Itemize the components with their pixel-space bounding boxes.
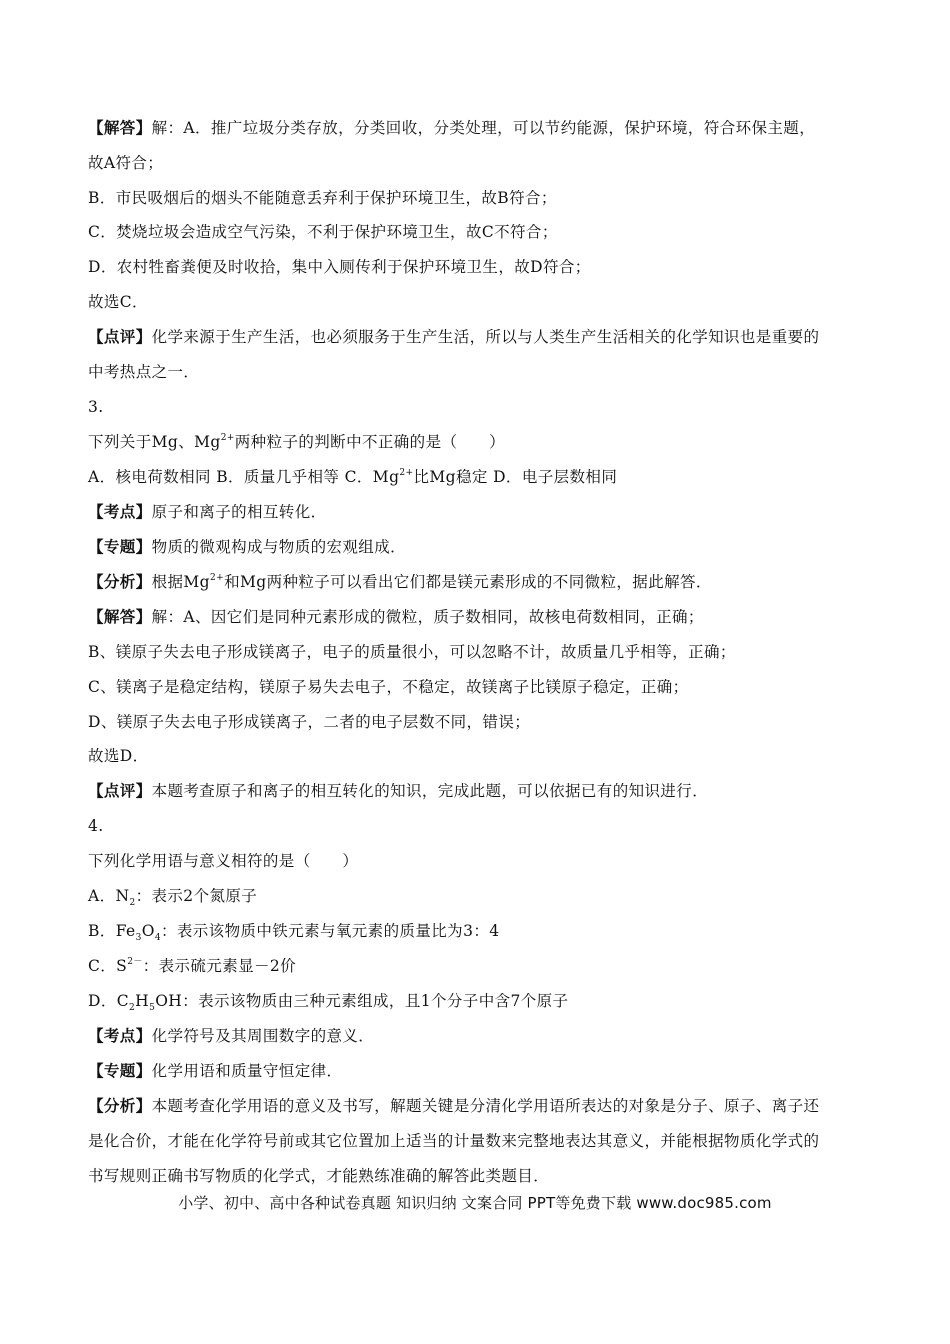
kaodian-text: 原子和离子的相互转化．	[151, 503, 327, 521]
kaodian-paragraph	[88, 1026, 868, 1046]
option-text: ：表示硫元素显－2价	[142, 957, 297, 975]
jieda-item-d: D、镁原子失去电子形成镁离子，二者的电子层数不同，错误；	[88, 713, 531, 731]
stem-text: 下列关于Mg、Mg	[88, 433, 221, 451]
answer-choice: 故选D．	[88, 747, 149, 765]
zhuanti-text: 化学用语和质量守恒定律．	[151, 1062, 343, 1080]
kaodian-tag: 【考点】	[88, 1026, 152, 1045]
jieda-item-c: C、镁离子是稳定结构，镁原子易失去电子，不稳定，故镁离子比镁原子稳定，正确；	[88, 678, 689, 696]
zhuanti-paragraph	[88, 537, 868, 557]
zhuanti-paragraph	[88, 1061, 868, 1081]
question-stem	[88, 432, 868, 452]
jieda-text: 解：A、因它们是同种元素形成的微粒，质子数相同，故核电荷数相同，正确；	[151, 608, 704, 626]
review-paragraph	[88, 781, 868, 801]
options-text: A．核电荷数相同 B．质量几乎相等 C．Mg	[88, 468, 400, 486]
option-text: B．Fe	[88, 922, 136, 940]
review-tag: 【点评】	[88, 781, 152, 800]
question-options	[88, 467, 868, 487]
kaodian-text: 化学符号及其周围数字的意义．	[151, 1027, 375, 1045]
option-text: H	[135, 992, 150, 1010]
option-text: C．S	[88, 957, 128, 975]
ion-charge: 2－	[127, 956, 143, 967]
question-stem: 下列化学用语与意义相符的是（ ）	[88, 852, 359, 870]
review-tag: 【点评】	[88, 327, 152, 346]
kaodian-tag: 【考点】	[88, 502, 152, 521]
review-text: 本题考查原子和离子的相互转化的知识，完成此题，可以依据已有的知识进行．	[151, 782, 709, 800]
fenxi-tag: 【分析】	[88, 572, 152, 591]
zhuanti-tag: 【专题】	[88, 537, 152, 556]
review-text-continued: 中考热点之一．	[88, 363, 200, 381]
answer-option-d: D．农村牲畜粪便及时收拾，集中入厕传利于保护环境卫生，故D符合；	[88, 258, 591, 276]
kaodian-paragraph	[88, 502, 868, 522]
question-number: 3.	[88, 398, 104, 416]
fenxi-text: 根据Mg	[151, 573, 211, 591]
jieda-tag: 【解答】	[88, 607, 152, 626]
answer-option-c: C．焚烧垃圾会造成空气污染，不利于保护环境卫生，故C不符合；	[88, 223, 558, 241]
review-paragraph	[88, 327, 868, 347]
jieda-item-b: B、镁原子失去电子形成镁离子，电子的质量很小，可以忽略不计，故质量几乎相等，正确；	[88, 643, 736, 661]
fenxi-text-continued: 书写规则正确书写物质的化学式，才能熟练准确的解答此类题目．	[88, 1167, 550, 1185]
jieda-paragraph	[88, 607, 868, 627]
subscript: 5	[149, 1003, 156, 1014]
subscript: 4	[154, 933, 161, 944]
fenxi-paragraph	[88, 1096, 868, 1116]
subscript: 2	[129, 1003, 136, 1014]
answer-option-b: B．市民吸烟后的烟头不能随意丢弃利于保护环境卫生，故B符合；	[88, 189, 557, 207]
question-number: 4.	[88, 817, 104, 835]
ion-charge: 2+	[220, 432, 235, 443]
option-b	[88, 921, 868, 944]
ion-charge: 2+	[399, 467, 414, 478]
option-d	[88, 991, 868, 1014]
option-text: OH：表示该物质由三种元素组成，且1个分子中含7个原子	[155, 992, 569, 1010]
option-text: ：表示2个氮原子	[135, 887, 258, 905]
answer-text-continued: 故A符合；	[88, 154, 164, 172]
answer-text: 解：A．推广垃圾分类存放，分类回收，分类处理，可以节约能源，保护环境，符合环保主题，	[151, 119, 816, 137]
fenxi-paragraph	[88, 572, 868, 592]
answer-choice: 故选C．	[88, 293, 148, 311]
option-text: ：表示该物质中铁元素与氧元素的质量比为3：4	[160, 922, 500, 940]
review-text: 化学来源于生产生活，也必须服务于生产生活，所以与人类生产生活相关的化学知识也是重要的	[151, 328, 820, 346]
subscript: 3	[135, 933, 142, 944]
stem-text: 两种粒子的判断中不正确的是（ ）	[234, 433, 506, 451]
answer-tag: 【解答】	[88, 118, 152, 137]
fenxi-text: 和Mg两种粒子可以看出它们都是镁元素形成的不同微粒，据此解答．	[224, 573, 712, 591]
fenxi-text-continued: 是化合价，才能在化学符号前或其它位置加上适当的计量数来完整地表达其意义，并能根据物质化学式的	[88, 1132, 820, 1150]
options-text: 比Mg稳定 D．电子层数相同	[413, 468, 618, 486]
fenxi-tag: 【分析】	[88, 1096, 152, 1115]
zhuanti-text: 物质的微观构成与物质的宏观组成．	[151, 538, 407, 556]
option-c	[88, 956, 868, 976]
zhuanti-tag: 【专题】	[88, 1061, 152, 1080]
fenxi-text: 本题考查化学用语的意义及书写，解题关键是分清化学用语所表达的对象是分子、原子、离子还	[151, 1097, 820, 1115]
option-a	[88, 886, 868, 909]
option-text: A．N	[88, 887, 130, 905]
ion-charge: 2+	[210, 572, 225, 583]
option-text: D．C	[88, 992, 129, 1010]
page-footer: 小学、初中、高中各种试卷真题 知识归纳 文案合同 PPT等免费下载 www.doc985.com	[178, 1194, 772, 1212]
answer-paragraph	[88, 118, 868, 138]
subscript: 2	[129, 898, 136, 909]
option-text: O	[141, 922, 155, 940]
